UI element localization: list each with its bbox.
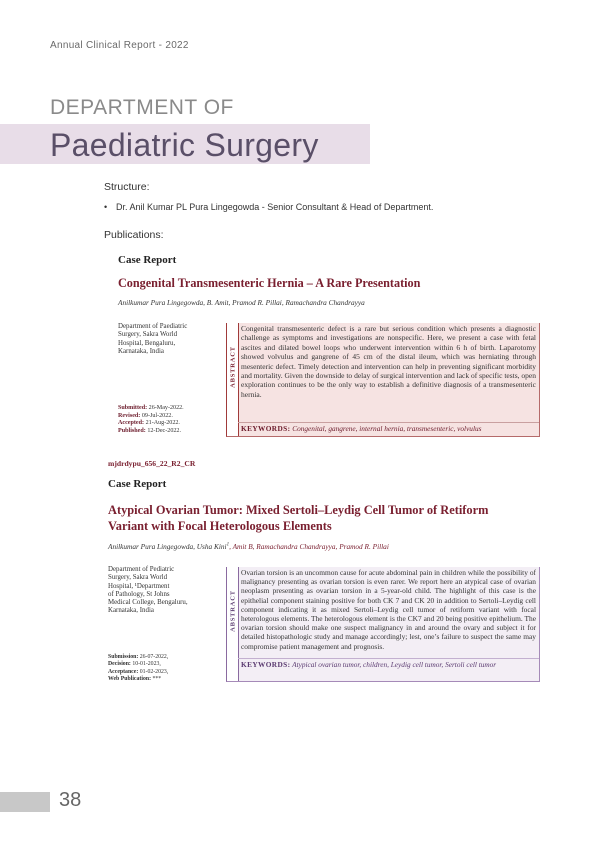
article-1-abstract-box	[226, 323, 540, 437]
article-1-code: mjdrdypu_656_22_R2_CR	[108, 459, 196, 468]
abstract-side-label: ABSTRACT	[227, 567, 239, 681]
abstract-side-label: ABSTRACT	[227, 323, 239, 436]
article-2-authors: Anilkumar Pura Lingegowda, Usha Kini$^1$, Amit B, Ramachandra Chandrayya, Pramod R. Pillai	[108, 542, 389, 551]
keyword-divider	[238, 422, 539, 423]
article-1-keywords: KEYWORDS: Congenital, gangrene, internal hernia, transmesenteric, volvulus	[241, 424, 482, 433]
article-2-abstract-box	[226, 567, 540, 682]
article-1-affiliation: Department of Paediatric Surgery, Sakra World Hospital, Bengaluru, Karnataka, India	[118, 323, 188, 355]
article-1-abstract: Congenital transmesenteric defect is a rare but serious condition which presents a diagnostic challenge as symptoms and investigations are nonspecific. Here, we present a case with fetal ascites and dilated bowel loops who underwent intervention within 6 h of birth. Laparotomy showed volvulus and gangrene of 45 cm of the distal ileum, which was herniating through mesenteric defect. Timely detection and intervention can help in preventing significant morbidity and mortality. Given the downside to delay of surgical intervention and lack of specific tests, open exploration continues to be the only way to establish a definitive diagnosis of a transmesenteric hernia.	[241, 324, 536, 399]
structure-item-text: Dr. Anil Kumar PL Pura Lingegowda - Senior Consultant & Head of Department.	[116, 202, 434, 212]
publications-label: Publications:	[104, 229, 164, 241]
article-1-dates: Submitted: 26-May-2022. Revised: 09-Jul-2022. Accepted: 21-Aug-2022. Published: 12-Dec-2022.	[118, 405, 184, 434]
report-title: Annual Clinical Report - 2022	[50, 40, 189, 51]
structure-item	[104, 202, 433, 212]
article-1-title: Congenital Transmesenteric Hernia – A Rare Presentation	[118, 276, 421, 290]
bullet-icon: •	[104, 202, 108, 212]
article-2-title: Atypical Ovarian Tumor: Mixed Sertoli–Leydig Cell Tumor of Retiform Variant with Focal Heterologous Elements	[108, 503, 489, 533]
keyword-divider	[238, 658, 539, 659]
department-name: Paediatric Surgery	[50, 127, 319, 163]
article-2-dates: Submission: 26-07-2022, Decision: 10-01-2023, Acceptance: 01-02-2023, Web Publication: ***	[108, 654, 169, 682]
article-2-type: Case Report	[108, 478, 167, 490]
page-number-bar	[0, 792, 50, 812]
article-2-abstract: Ovarian torsion is an uncommon cause for acute abdominal pain in children while the possibility of malignancy presenting as ovarian torsion is even rarer. We report here an atypical case of ovarian neoplasm presenting as ovarian torsion in a 5-year-old child. The highlight of this case is the epithelial component staining positive for both CK 7 and CK 20 in addition to Sertoli–Leydig cell component indicating it as mixed Sertoli–Leydig cell tumor of retiform variant with focal heterologous elements. The heterologous element is the CK7 and 20 being positive epithelium. The ovarian torsion should make one suspect malignancy in and around the ovary and subject it for detailed histopathologic study and manage accordingly; lest, one’s failure to suspect the same may compromise patient management and prognosis.	[241, 568, 536, 651]
page-number: 38	[59, 789, 82, 811]
structure-label: Structure:	[104, 181, 150, 193]
article-2-affiliation: Department of Pediatric Surgery, Sakra World Hospital, ¹Department of Pathology, St Johns Medical College, Bengaluru, Karnataka, India	[108, 566, 188, 615]
article-1-type: Case Report	[118, 254, 177, 266]
department-heading: DEPARTMENT OF	[50, 96, 234, 119]
article-1-authors: Anilkumar Pura Lingegowda, B. Amit, Pramod R. Pillai, Ramachandra Chandrayya	[118, 298, 365, 307]
article-2-keywords: KEYWORDS: Atypical ovarian tumor, children, Leydig cell tumor, Sertoli cell tumor	[241, 660, 497, 669]
